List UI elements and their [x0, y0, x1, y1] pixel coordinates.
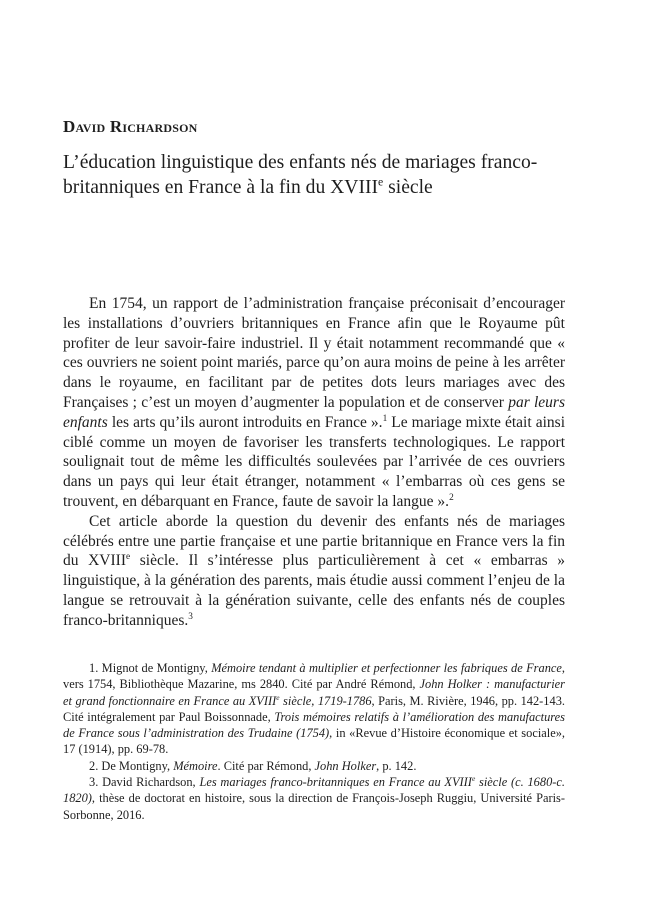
footnote-text: , vers 1754, Bibliothèque Mazarine, ms 2840. Cité par André Rémond,	[63, 661, 565, 692]
body-text-segment: siècle. Il s’intéresse plus particulièrement à cet « embarras » linguistique, à la génération des parents, mais étudie aussi comment l’enjeu de la langue se retrouvait à la génération suivante, celle des enfants nés de couples franco-britanniques.	[63, 552, 565, 629]
footnote-text: 2. De Montigny,	[89, 758, 174, 773]
footnote-italic: Les mariages franco-britanniques en France au XVIII	[199, 775, 472, 790]
footnote-text: 3. David Richardson,	[89, 775, 200, 790]
body-text-segment: En 1754, un rapport de l’administration française préconisait d’encourager les installations d’ouvriers britanniques en France afin que le Royaume pût profiter de leur savoir-faire industriel. Il y était notamment recommandé que « ces ouvriers ne soient point mariés, parce qu’on aura moins de peine à les arrêter dans le royaume, en facilitant par de petites dots leurs mariages avec des Françaises ; c’est un moyen d’augmenter la population et de conserver	[63, 295, 565, 411]
title-text-end: siècle	[383, 177, 433, 198]
body-italic-segment: par leurs enfants	[63, 393, 565, 431]
footnote-3	[63, 774, 565, 823]
footnotes	[63, 660, 565, 823]
footnote-text: . Cité par Rémond,	[217, 758, 315, 773]
footnote-italic: Trois mémoires relatifs à l’amélioration des manufactures de France sous l’administration des Trudaine (1754)	[63, 709, 565, 741]
footnote-text: , Paris, M. Rivière, 1946, pp. 142-143. Cité intégralement par Paul Boissonnade,	[63, 693, 565, 724]
body-text-segment: les arts qu’ils auront introduits en France ».	[107, 413, 383, 431]
footnote-superscript: e	[276, 692, 280, 702]
footnote-text: , p. 142.	[376, 758, 417, 773]
footnote-italic: siècle, 1719-1786	[279, 693, 372, 708]
footnote-text: , thèse de doctorat en histoire, sous la direction de François-Joseph Ruggiu, Université Paris-Sorbonne, 2016.	[63, 791, 565, 822]
title-text: L’éducation linguistique des enfants nés de mariages franco-britanniques en France à la fin du XVIII	[63, 152, 538, 198]
author-name: David Richardson	[63, 117, 198, 136]
title-superscript: e	[378, 175, 384, 189]
footnote-text: , in «Revue d’Histoire économique et sociale», 17 (1914), pp. 69-78.	[63, 726, 565, 757]
footnote-italic: Mémoire	[173, 758, 218, 773]
footnote-reference-1[interactable]: 1	[382, 413, 388, 424]
footnote-1	[63, 660, 565, 758]
century-superscript: e	[126, 552, 131, 563]
footnote-text: 1. Mignot de Montigny,	[89, 661, 212, 675]
footnote-italic: John Holker	[314, 758, 377, 773]
footnote-italic: Mémoire tendant à multiplier et perfectionner les fabriques de France	[211, 661, 562, 675]
footnote-reference-2[interactable]: 2	[449, 492, 454, 503]
footnote-2	[63, 758, 565, 774]
document-page	[63, 0, 565, 910]
footnote-italic: siècle (c. 1680-c. 1820)	[63, 775, 565, 806]
body-paragraph-2	[63, 512, 565, 631]
article-title	[63, 150, 565, 200]
body-text-segment: Cet article aborde la question du devenir des enfants nés de mariages célébrés entre une partie française et une partie britannique en France vers la fin du XVIII	[63, 512, 565, 570]
body-text-segment: Le mariage mixte était ainsi ciblé comme un moyen de favoriser les transferts technologiques. Le rapport soulignait tout de même les difficultés soulevées par l’arrivée de ces ouvriers dans un pays qui leur était étranger, notamment « l’embarras où ces gens se trouvent, en débarquant en France, faute de savoir la langue ».	[63, 413, 565, 510]
body-paragraph-1	[63, 294, 565, 512]
footnote-superscript: e	[471, 773, 476, 783]
footnote-italic: John Holker : manufacturier et grand fonctionnaire en France au XVIII	[63, 677, 566, 708]
article-body	[63, 294, 565, 631]
footnote-reference-3[interactable]: 3	[188, 611, 193, 622]
